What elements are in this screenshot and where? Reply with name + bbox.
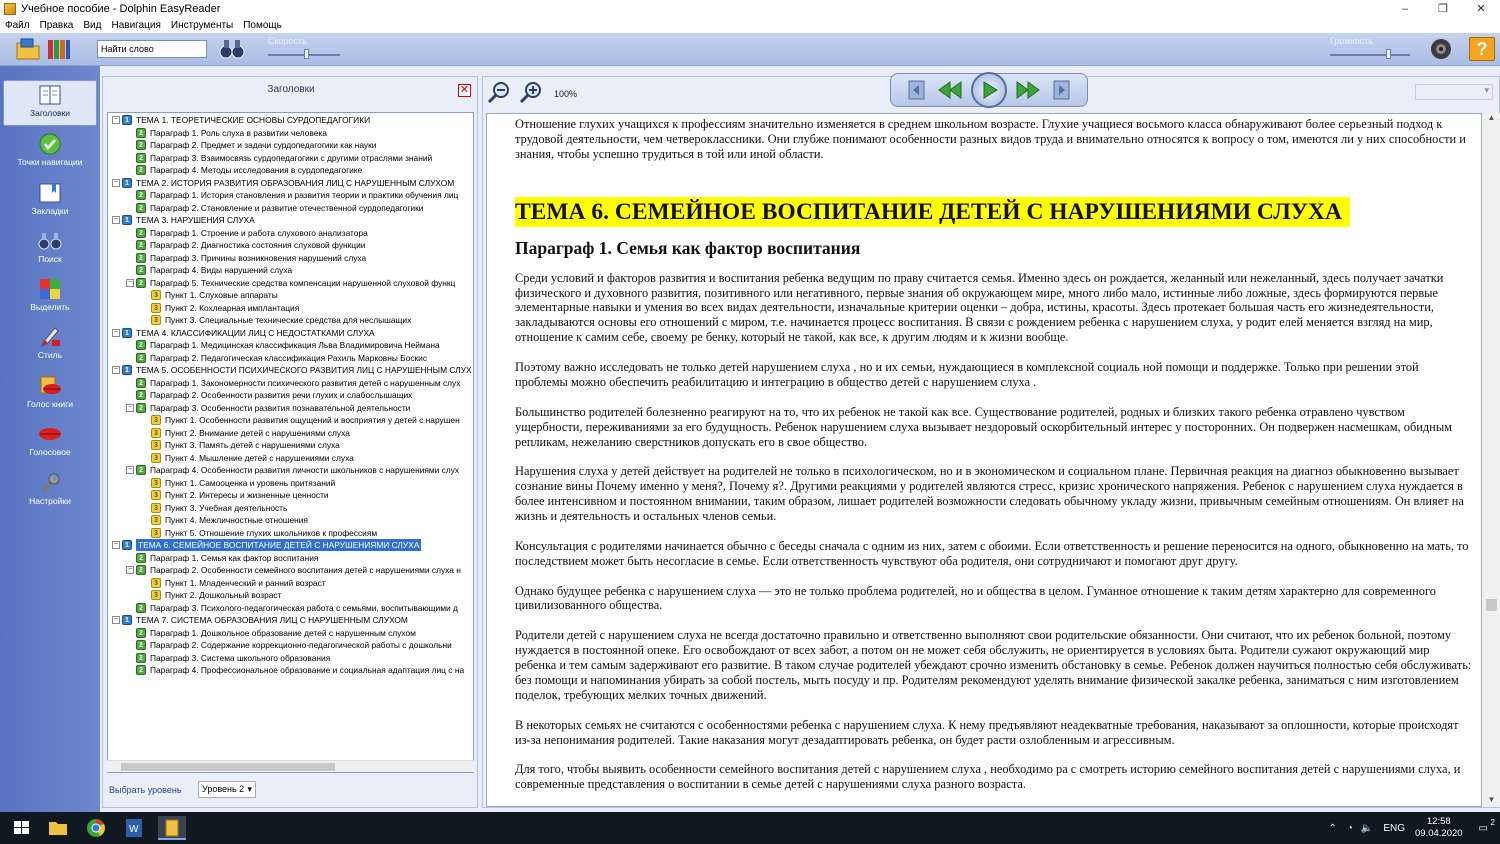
lips-icon (38, 375, 62, 397)
heading-level-icon: 2 (136, 165, 146, 175)
network-icon[interactable]: ◔ (1346, 822, 1353, 834)
tree-item-label: Параграф 1. Строение и работа слухового анализатора (150, 227, 368, 238)
language-indicator[interactable]: ENG (1383, 822, 1405, 834)
body-paragraph: Среди условий и факторов развития и воспитания ребенка ведущим по праву считается семья. Именно здесь он рождается, желанный или нежеланный, здесь получает зачатки физического и духовного развития, позитивного или негативного, первые знания об окружающем мире, много либо мало, истинные либо ложные, здесь формируются первые элементарные навыки и умения во всех видах деятельности, изначальные критерии оценки – добра, истины, красоты. Здесь протекает большая часть его жизнедеятельности, закладываются основы его отношений с миром, т.е. начинается процесс воспитания. В связи с рождением ребенка с нарушением слуха, у родит елей меняется взгляд на мир, отношение к самим себе, своему ре бенку, который не такой, как все, к другим людям и к жизни вообще. (515, 270, 1444, 345)
sidebar-item-label: Выделить (30, 302, 70, 312)
heading-level-icon: 3 (151, 415, 161, 425)
scrollbar-thumb[interactable] (1486, 599, 1497, 611)
document-view[interactable] (486, 113, 1482, 807)
notification-count: 2 (1490, 817, 1495, 827)
tree-item-label: ТЕМА 4. КЛАССИФИКАЦИИ ЛИЦ С НЕДОСТАТКАМИ СЛУХА (136, 327, 375, 338)
tree-item-label: Параграф 2. Диагностика состояния слуховой функции (150, 240, 366, 251)
tree-item[interactable] (126, 602, 458, 615)
sidebar-item-highlight[interactable] (3, 275, 97, 321)
scroll-up-icon[interactable]: ▲ (1487, 113, 1496, 122)
heading-level-icon: 3 (151, 528, 161, 538)
headings-tree (107, 112, 474, 773)
reader-panel (482, 76, 1500, 808)
section-heading: Параграф 1. Семья как фактор воспитания (515, 237, 861, 258)
sidebar-item-label: Голосовое (29, 447, 71, 457)
library-icon[interactable] (46, 37, 72, 61)
tree-item[interactable] (126, 189, 458, 202)
body-paragraph: Большинство родителей болезненно реагируют на то, что их ребенок не такой как все. Существование родителей, родных и близких такого ребенка отравлено чувством ущербности, переживаниями за его будущность. Ребенок нарушением слуха вызывает нездоровый оскорбительный интерес у посторонних. Он подвержен насмешкам, обидным репликам, нежеланию сверстников допускать его в свое общество. (515, 404, 1452, 449)
tree-item-label: Параграф 1. Семья как фактор воспитания (150, 552, 319, 563)
tree-item-label: Пункт 1. Особенности развития ощущений и восприятия у детей с нарушен (165, 415, 460, 426)
heading-level-icon: 2 (136, 228, 146, 238)
tree-item[interactable] (126, 139, 376, 152)
menu-help[interactable]: Помощь (243, 20, 282, 31)
close-button[interactable]: ✕ (1476, 3, 1486, 15)
tree-item[interactable] (141, 577, 326, 590)
clock-time: 12:58 (1426, 816, 1451, 827)
system-tray (1328, 812, 1500, 844)
tree-item[interactable] (126, 464, 459, 477)
collapse-toggle-icon[interactable]: − (113, 328, 119, 336)
body-paragraph: В некоторых семьях не считаются с особенностями ребенка с нарушением слуха. К нему предъявляют неадекватные требования, наказывают за оплошности, которые происходят из-за непонимания родителей. Такие наказания могут дезадаптировать ребенка, он будет расти озлобленным и агрессивным. (515, 717, 1459, 747)
sidebar-item-label: Поиск (38, 254, 62, 264)
easyreader-taskbar-icon[interactable] (158, 816, 186, 840)
heading-level-icon: 2 (136, 128, 146, 138)
heading-level-icon: 2 (136, 653, 146, 663)
heading-level-icon: 2 (136, 278, 146, 288)
tree-item[interactable] (126, 552, 318, 565)
window-controls (1386, 0, 1500, 18)
tree-item-label: Пункт 2. Интересы и жизненные ценности (165, 490, 329, 501)
windows-start-icon[interactable] (8, 816, 36, 840)
intro-paragraph: Отношение глухих учащихся к профессиям значительно изменяется в среднем школьном возрасте. Глухие учащиеся восьмого класса обнаруживают более серьезный подход к трудовой деятельности, чем четвероклассники. Они глубже понимают особенности разных видов труда и внимательно относятся к вопросу о том, имеются ли у них способности и знания, чтобы успешно трудиться в той или иной области. (515, 117, 1466, 161)
bookmark-icon (38, 182, 62, 204)
tree-item[interactable] (141, 514, 308, 527)
tree-item[interactable] (112, 539, 421, 552)
tree-item-label: Пункт 4. Мышление детей с нарушениями слуха (165, 452, 354, 463)
tree-item-label: Пункт 1. Младенческий и ранний возраст (165, 577, 326, 588)
tree-item-label: Параграф 1. Дошкольное образование детей с нарушенным слухом (150, 627, 416, 638)
tree-item-label: Пункт 5. Отношение глухих школьников к профессиям (165, 527, 378, 538)
skip-end-icon[interactable] (1049, 78, 1075, 102)
tree-item[interactable] (112, 214, 255, 227)
tree-item[interactable] (126, 389, 412, 402)
tree-item-label: ТЕМА 2. ИСТОРИЯ РАЗВИТИЯ ОБРАЗОВАНИЯ ЛИЦ С НАРУШЕННЫМ СЛУХОМ (136, 177, 455, 188)
menu-file[interactable]: Файл (5, 20, 30, 31)
heading-level-icon: 1 (122, 540, 132, 550)
tree-item[interactable] (126, 339, 440, 352)
book-icon (38, 84, 62, 106)
volume-slider-thumb[interactable] (1386, 49, 1391, 59)
heading-level-icon: 2 (136, 628, 146, 638)
toolbar (0, 33, 1500, 66)
title-bar (0, 0, 1500, 18)
binoculars-icon (38, 230, 62, 252)
body-paragraph: Поэтому важно исследовать не только детей нарушением слуха , но и их семьи, нуждающиеся в комплексной социаль ной помощи и поддержке. Только при решении этой проблемы можно обеспечить реабилитацию и интеграцию в общество детей с нарушением слуха . (515, 360, 1419, 389)
play-icon (978, 79, 1000, 101)
help-button[interactable]: ? (1469, 37, 1495, 61)
heading-level-icon: 3 (151, 490, 161, 500)
heading-level-icon: 2 (136, 253, 146, 263)
heading-level-icon: 1 (122, 115, 132, 125)
body-paragraph: Однако будущее ребенка с нарушением слуха — это не только проблема родителей, но и общества в целом. Гуманное отношение к таким детям характерно для современного цивилизованного общества. (515, 583, 1436, 613)
chevron-down-icon: ▾ (247, 784, 252, 794)
tree-item-label: Пункт 1. Самооценка и уровень притязаний (165, 477, 336, 488)
speed-slider-thumb[interactable] (304, 49, 309, 59)
tree-item[interactable] (126, 627, 416, 640)
tree-item-label: Параграф 4. Особенности развития личности школьников с нарушениями слух (150, 465, 460, 476)
document-vertical-scrollbar[interactable] (1483, 113, 1500, 807)
tree-item[interactable] (141, 452, 354, 465)
scroll-down-icon[interactable]: ▼ (1487, 795, 1496, 804)
heading-level-icon: 3 (151, 290, 161, 300)
tree-item-label: Пункт 3. Учебная деятельность (165, 502, 288, 513)
sidebar (0, 66, 100, 812)
sidebar-item-search[interactable] (3, 227, 97, 273)
collapse-toggle-icon[interactable]: − (127, 466, 133, 474)
heading-level-icon: 2 (136, 190, 146, 200)
tree-item[interactable] (126, 252, 366, 265)
sidebar-item-label: Закладки (31, 206, 69, 216)
fast-forward-icon[interactable] (1015, 78, 1041, 102)
panel-close-icon[interactable]: ✕ (459, 84, 470, 96)
heading-level-icon: 2 (136, 403, 146, 413)
menu-tools[interactable]: Инструменты (170, 20, 234, 31)
tree-item-label: Параграф 5. Технические средства компенсации нарушенной слуховой функц (150, 277, 456, 288)
collapse-toggle-icon[interactable]: − (113, 178, 119, 186)
tree-item-label: Параграф 3. Психолого-педагогическая работа с семьями, воспитывающими д (150, 602, 458, 613)
sidebar-item-headings[interactable] (3, 80, 97, 126)
tree-item[interactable] (126, 377, 460, 390)
tree-item-label: ТЕМА 7. СИСТЕМА ОБРАЗОВАНИЯ ЛИЦ С НАРУШЕННЫМ СЛУХОМ (136, 615, 408, 626)
heading-level-icon: 2 (136, 665, 146, 675)
tree-item[interactable] (126, 564, 461, 577)
sidebar-item-label: Стиль (37, 350, 63, 360)
maximize-button[interactable]: ❐ (1438, 3, 1448, 15)
sidebar-item-bookmarks[interactable] (3, 179, 97, 225)
zoom-out-icon[interactable] (487, 80, 511, 104)
tree-item[interactable] (126, 127, 327, 140)
collapse-toggle-icon[interactable]: − (113, 616, 119, 624)
tree-item[interactable] (141, 427, 350, 440)
zoom-in-icon[interactable] (519, 80, 543, 104)
heading-level-icon: 3 (151, 453, 161, 463)
level-label: Выбрать уровень (109, 785, 182, 795)
color-grid-icon (38, 278, 62, 300)
tree-item-label: Пункт 2. Дошкольный возраст (165, 590, 282, 601)
tree-item[interactable] (141, 289, 278, 302)
sidebar-item-settings[interactable] (3, 469, 97, 515)
tree-item[interactable] (141, 314, 411, 327)
heading-level-icon: 3 (151, 315, 161, 325)
heading-level-icon: 2 (136, 265, 146, 275)
heading-level-icon: 2 (136, 378, 146, 388)
panel-title: Заголовки (267, 84, 315, 95)
menu-navigation[interactable]: Навигация (111, 20, 161, 31)
tree-item-label: Параграф 3. Причины возникновения нарушений слуха (150, 252, 367, 263)
tree-item[interactable] (126, 164, 362, 177)
heading-level-icon: 2 (136, 353, 146, 363)
body-paragraph: Нарушения слуха у детей действует на родителей не только в психологическом, но и в экономическом и социальном плане. Первичная реакция на диагноз обыкновенно вызывает сознание вины Почему именно у меня?, Почему я?. Другими реакциями у родителей являются стресс, кризис хронического напряжения. Ребенок с нарушением слуха нуждается в более интенсивном и постоянном внимании, таким образом, лишает родителей возможности следовать обычному укладу жизни, привычным семейным отношениям. Он влияет на жизнь и деятельность и остальных членов семьи. (515, 464, 1464, 524)
tree-item-label: Пункт 4. Межличностные отношения (165, 515, 308, 526)
tree-item-label: Параграф 1. Роль слуха в развитии человека (150, 127, 327, 138)
heading-level-icon: 1 (122, 215, 132, 225)
tree-item[interactable] (126, 239, 365, 252)
heading-level-icon: 1 (122, 365, 132, 375)
level-select[interactable] (198, 781, 256, 798)
tree-item-label: ТЕМА 3. НАРУШЕНИЯ СЛУХА (136, 215, 255, 226)
minimize-button[interactable]: – (1401, 3, 1409, 15)
volume-icon[interactable]: 🔈 (1360, 822, 1374, 834)
tree-item[interactable] (112, 364, 472, 377)
collapse-toggle-icon[interactable]: − (127, 403, 133, 411)
tree-item-label: Параграф 4. Профессиональное образование и социальная адаптация лиц с на (150, 665, 465, 676)
tree-item[interactable] (112, 177, 454, 190)
tree-item-label: Параграф 2. Особенности развития речи глухих и слабослышащих (150, 390, 413, 401)
reader-options-dropdown[interactable] (1415, 84, 1493, 100)
tree-item[interactable] (126, 264, 292, 277)
heading-level-icon: 3 (151, 303, 161, 313)
heading-level-icon: 1 (122, 178, 132, 188)
chevron-down-icon: ▾ (1484, 85, 1489, 95)
tree-item-label: Параграф 4. Методы исследования в сурдопедагогике (150, 165, 363, 176)
heading-level-icon: 2 (136, 565, 146, 575)
tree-item[interactable] (141, 414, 460, 427)
heading-level-icon: 1 (122, 615, 132, 625)
menu-edit[interactable]: Правка (39, 20, 74, 31)
collapse-toggle-icon[interactable]: − (113, 116, 119, 124)
body-paragraph: Консультация с родителями начинается обычно с беседы сначала с одним из них, затем с обоими. Если ответственность и решение переносится на одного, обыкновенно на мать, то последствием может быть несогласие в семье. Если ответственность чувствуют оба родителя, они сотрудничают и помогают друг другу. (515, 538, 1469, 568)
chapter-heading: ТЕМА 6. СЕМЕЙНОЕ ВОСПИТАНИЕ ДЕТЕЙ С НАРУШЕНИЯМИ СЛУХА (515, 197, 1350, 227)
heading-level-icon: 2 (136, 465, 146, 475)
tree-item-label: ТЕМА 6. СЕМЕЙНОЕ ВОСПИТАНИЕ ДЕТЕЙ С НАРУШЕНИЯМИ СЛУХА (138, 540, 420, 551)
heading-level-icon: 2 (136, 553, 146, 563)
speaker-icon[interactable] (1428, 37, 1454, 61)
pen-icon (38, 326, 62, 348)
app-icon (4, 3, 16, 15)
tree-item-label: Параграф 2. Особенности семейного воспитания детей с нарушениями слуха н (150, 565, 461, 576)
headings-panel (102, 76, 478, 808)
svg-text:W: W (129, 824, 139, 835)
lips-icon (38, 423, 62, 445)
tree-item[interactable] (126, 152, 432, 165)
tree-item-label: Параграф 2. Педагогическая классификация Рахиль Марковны Боскис (150, 352, 428, 363)
checkmark-icon (38, 133, 62, 155)
tree-item[interactable] (126, 227, 368, 240)
sidebar-item-style[interactable] (3, 323, 97, 369)
heading-level-icon: 2 (136, 640, 146, 650)
tree-item[interactable] (126, 639, 452, 652)
body-paragraph: Для того, чтобы выявить особенности семейного воспитания детей с нарушением слуха , необходимо ра с смотреть историю семейного воспитания детей с нарушениями слуха, и современные представления о воспитании в семье детей с нарушениями слуха разного возраста. (515, 762, 1461, 792)
tree-item-label: Параграф 1. Медицинская классификация Льва Владимировича Неймана (150, 340, 440, 351)
heading-level-icon: 2 (136, 140, 146, 150)
heading-level-icon: 1 (122, 328, 132, 338)
tree-item-label: Пункт 2. Внимание детей с нарушениями слуха (165, 427, 350, 438)
tree-item[interactable] (141, 439, 340, 452)
find-word-input[interactable] (97, 40, 207, 58)
tree-item-label: Параграф 2. Предмет и задачи сурдопедагогики как науки (150, 140, 377, 151)
tree-item-label: Параграф 3. Взаимосвязь сурдопедагогики с другими отраслями знаний (150, 152, 433, 163)
tree-item-label: Пункт 2. Кохлеарная имплантация (165, 302, 300, 313)
heading-level-icon: 3 (151, 428, 161, 438)
collapse-toggle-icon[interactable]: − (113, 541, 119, 549)
tree-item-label: Параграф 3. Система школьного образования (150, 652, 331, 663)
sidebar-item-book-voice[interactable] (3, 372, 97, 418)
sidebar-item-label: Заголовки (29, 108, 71, 118)
tree-horizontal-scrollbar[interactable] (107, 760, 474, 772)
tree-item[interactable] (141, 489, 329, 502)
heading-level-icon: 2 (136, 603, 146, 613)
collapse-toggle-icon[interactable]: − (113, 216, 119, 224)
collapse-toggle-icon[interactable]: − (127, 566, 133, 574)
clock-date: 09.04.2020 (1415, 828, 1463, 839)
tree-item[interactable] (141, 527, 377, 540)
chevron-up-icon[interactable]: ⌃ (1328, 822, 1337, 834)
file-explorer-icon[interactable] (44, 816, 72, 840)
tree-item[interactable] (141, 302, 299, 315)
play-button[interactable] (971, 72, 1007, 108)
zoom-level: 100% (554, 89, 578, 99)
clock[interactable] (1415, 816, 1463, 840)
tree-item[interactable] (126, 652, 330, 665)
tree-item[interactable] (126, 664, 464, 677)
sidebar-item-label: Точки навигации (17, 157, 83, 167)
word-icon[interactable] (120, 816, 148, 840)
binoculars-icon[interactable] (219, 37, 245, 61)
tree-item-label: Пункт 3. Специальные технические средства для неслышащих (165, 315, 412, 326)
sidebar-item-navpoints[interactable] (3, 130, 97, 176)
body-paragraph: Родители детей с нарушением слуха не всегда достаточно правильно и ответственно выполняют свои родительские обязанности. Они считают, что их ребенок больной, поэтому нуждается в постоянной опеке. Его освобождают от всех забот, а потом он не может себя обслужить, не ориентируется в условиях быта. Родители сужают окружающий мир ребенка и тем самым задерживают его развитие. В таком случае родителей убеждают срочно изменить обстановку в семье. Ребенок должен научиться полностью себя обслуживать: без помощи и напоминания убирать за собой постель, мыть посуду и пр. Родителям рекомендуют уделять внимание физической закалке ребенка, заниматься с ним изготовлением поделок, требующих мелких точных движений. (515, 628, 1472, 702)
document-content (515, 117, 1473, 807)
tree-item[interactable] (141, 589, 281, 602)
heading-level-icon: 2 (136, 153, 146, 163)
tree-item[interactable] (126, 352, 427, 365)
window-title: Учебное пособие - Dolphin EasyReader (21, 3, 221, 15)
sidebar-item-label: Голос книги (27, 399, 73, 409)
heading-level-icon: 3 (151, 578, 161, 588)
volume-label: Громкость (1330, 36, 1373, 46)
taskbar (0, 812, 1500, 844)
tree-item[interactable] (126, 202, 423, 215)
tree-item[interactable] (126, 402, 410, 415)
skip-start-icon[interactable] (903, 78, 929, 102)
tree-item-label: ТЕМА 1. ТЕОРЕТИЧЕСКИЕ ОСНОВЫ СУРДОПЕДАГОГИКИ (136, 115, 371, 126)
menu-view[interactable]: Вид (83, 20, 102, 31)
volume-slider[interactable] (1330, 54, 1410, 56)
collapse-toggle-icon[interactable]: − (113, 366, 119, 374)
wrench-icon (38, 472, 62, 494)
rewind-icon[interactable] (937, 78, 963, 102)
tree-item-label: Параграф 2. Содержание коррекционно-педагогической работы с дошкольни (150, 640, 452, 651)
tree-item-label: ТЕМА 5. ОСОБЕННОСТИ ПСИХИЧЕСКОГО РАЗВИТИЯ ЛИЦ С НАРУШЕННЫМ СЛУХ (136, 365, 472, 376)
heading-level-icon: 3 (151, 515, 161, 525)
tree-item[interactable] (141, 477, 335, 490)
heading-level-icon: 2 (136, 390, 146, 400)
tree-item[interactable] (112, 327, 375, 340)
heading-level-icon: 3 (151, 478, 161, 488)
chrome-icon[interactable] (82, 816, 110, 840)
sidebar-item-voice[interactable] (3, 420, 97, 466)
heading-level-icon: 2 (136, 340, 146, 350)
heading-level-icon: 3 (151, 440, 161, 450)
heading-level-icon: 3 (151, 503, 161, 513)
sidebar-item-label: Настройки (29, 496, 71, 506)
tree-item-label: Параграф 2. Становление и развитие отечественной сурдопедагогики (150, 202, 424, 213)
heading-level-icon: 2 (136, 240, 146, 250)
tree-item[interactable] (126, 277, 455, 290)
menu-bar (0, 18, 1500, 33)
tree-item-label: Пункт 3. Память детей с нарушениями слуха (165, 440, 340, 451)
tree-item-label: Параграф 4. Виды нарушений слуха (150, 265, 293, 276)
heading-level-icon: 3 (151, 590, 161, 600)
playback-controls (890, 73, 1088, 107)
collapse-toggle-icon[interactable]: − (127, 278, 133, 286)
heading-level-icon: 2 (136, 203, 146, 213)
tree-item[interactable] (112, 614, 408, 627)
tree-item[interactable] (112, 114, 370, 127)
level-select-value: Уровень 2 (202, 784, 245, 794)
scrollbar-thumb[interactable] (121, 763, 335, 771)
tree-item-label: Параграф 1. История становления и развития теории и практики обучения лиц (150, 190, 459, 201)
open-folder-icon[interactable] (15, 37, 41, 61)
notifications-icon[interactable]: ▭ 2 (1478, 817, 1495, 834)
speed-label: Скорость (268, 36, 307, 46)
tree-item-label: Параграф 1. Закономерности психического развития детей с нарушенным слух (150, 377, 461, 388)
tree-item-label: Параграф 3. Особенности развития познавательной деятельности (150, 402, 411, 413)
tree-item-label: Пункт 1. Слуховые аппараты (165, 290, 278, 301)
tree-item[interactable] (141, 502, 287, 515)
